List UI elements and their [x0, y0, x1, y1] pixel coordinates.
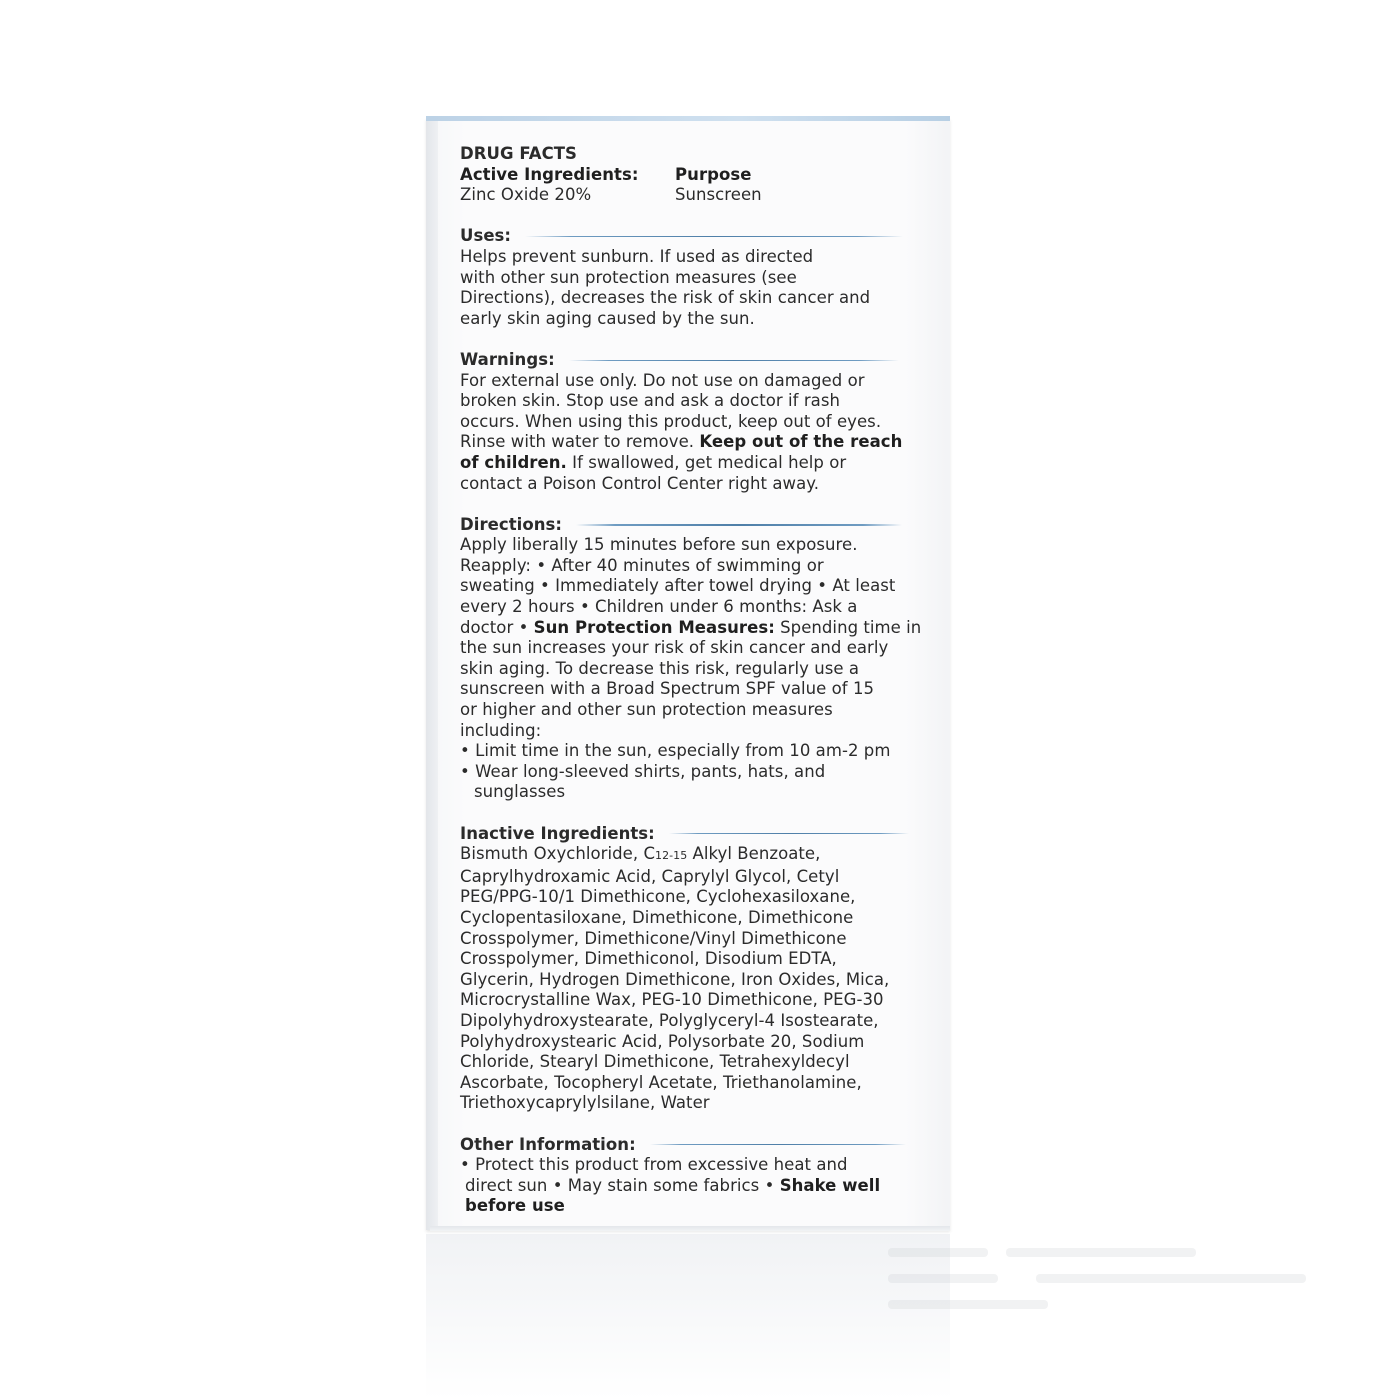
inactive-subscript: 12-15 [655, 849, 688, 863]
inactive-line: Crosspolymer, Dimethicone/Vinyl Dimethicone [460, 928, 847, 948]
shake-well-text: Shake well [779, 1175, 881, 1195]
warnings-text: If swallowed, get medical help or [566, 452, 847, 472]
box-side-edge [426, 118, 438, 1230]
warnings-line [460, 453, 930, 474]
directions-bullet: • Limit time in the sun, especially from 10 am-2 pm [460, 741, 891, 761]
warnings-heading: Warnings: [460, 349, 555, 369]
section-divider [525, 236, 903, 237]
directions-section [460, 515, 930, 803]
directions-line: including: [460, 720, 542, 740]
other-information-heading: Other Information: [460, 1134, 636, 1154]
directions-line: every 2 hours • Children under 6 months: Ask a [460, 597, 858, 617]
warnings-text: Rinse with water to remove. [460, 432, 700, 452]
directions-line: sweating • Immediately after towel drying • At least [460, 576, 896, 596]
inactive-line: Microcrystalline Wax, PEG-10 Dimethicone, PEG-30 [460, 990, 884, 1010]
active-ingredient-value: Zinc Oxide 20% [460, 185, 592, 205]
active-ingredients-heading: Active Ingredients: [460, 164, 639, 184]
inactive-line: Chloride, Stearyl Dimethicone, Tetrahexyldecyl [460, 1052, 850, 1072]
drug-facts-header [460, 144, 930, 206]
directions-heading: Directions: [460, 514, 563, 534]
uses-line: with other sun protection measures (see [460, 267, 797, 287]
uses-section [460, 226, 930, 329]
inactive-line: Crosspolymer, Dimethiconol, Disodium EDTA, [460, 949, 837, 969]
directions-line: the sun increases your risk of skin cancer and early [460, 638, 889, 658]
purpose-heading: Purpose [675, 164, 752, 184]
inactive-line: Glycerin, Hydrogen Dimethicone, Iron Oxides, Mica, [460, 969, 890, 989]
inactive-text: Bismuth Oxychloride, C [460, 844, 656, 864]
box-bottom-edge [430, 1226, 950, 1231]
uses-line: early skin aging caused by the sun. [460, 308, 755, 328]
directions-text: doctor • [460, 617, 534, 637]
inactive-line: Cyclopentasiloxane, Dimethicone, Dimethicone [460, 907, 854, 927]
directions-line [460, 618, 930, 639]
box-reflection [426, 1234, 950, 1400]
inactive-ingredients-section [460, 824, 930, 1114]
directions-line: skin aging. To decrease this risk, regularly use a [460, 658, 860, 678]
inactive-line [460, 844, 930, 867]
sun-protection-heading: Sun Protection Measures: [533, 617, 775, 637]
directions-line: Apply liberally 15 minutes before sun exposure. [460, 535, 858, 555]
directions-line: Reapply: • After 40 minutes of swimming or [460, 555, 824, 575]
inactive-line: Dipolyhydroxystearate, Polyglyceryl-4 Isostearate, [460, 1010, 879, 1030]
inactive-ingredients-heading: Inactive Ingredients: [460, 823, 655, 843]
uses-line: Directions), decreases the risk of skin cancer and [460, 288, 871, 308]
drug-facts-title: DRUG FACTS [460, 144, 577, 163]
directions-bullet-continuation: sunglasses [474, 782, 566, 802]
drug-facts-panel [460, 144, 930, 1217]
other-text: direct sun • May stain some fabrics • [465, 1175, 780, 1195]
warnings-line [460, 432, 930, 453]
warnings-line: contact a Poison Control Center right away. [460, 473, 819, 493]
directions-text: Spending time in [774, 617, 922, 637]
directions-bullet: • Wear long-sleeved shirts, pants, hats, and [460, 761, 826, 781]
warnings-section [460, 350, 930, 494]
other-line [460, 1176, 930, 1197]
inactive-line: Caprylhydroxamic Acid, Caprylyl Glycol, Cetyl [460, 866, 840, 886]
other-line: • Protect this product from excessive heat and [460, 1155, 848, 1175]
keep-out-of-reach-text: Keep out of the reach [699, 432, 903, 452]
inactive-line: PEG/PPG-10/1 Dimethicone, Cyclohexasiloxane, [460, 887, 856, 907]
purpose-value: Sunscreen [675, 185, 762, 205]
section-divider [569, 360, 899, 361]
box-top-edge [426, 116, 950, 121]
warnings-line: occurs. When using this product, keep out of eyes. [460, 411, 882, 431]
inactive-line: Triethoxycaprylylsilane, Water [460, 1093, 710, 1113]
warnings-line: For external use only. Do not use on damaged or [460, 370, 865, 390]
inactive-text: Alkyl Benzoate, [687, 844, 821, 864]
section-divider [669, 833, 909, 834]
other-line: before use [465, 1196, 565, 1216]
other-information-section [460, 1135, 930, 1217]
uses-heading: Uses: [460, 226, 512, 246]
directions-line: sunscreen with a Broad Spectrum SPF value of 15 [460, 679, 875, 699]
section-divider [576, 524, 902, 525]
inactive-line: Polyhydroxystearic Acid, Polysorbate 20, Sodium [460, 1031, 865, 1051]
warnings-line: broken skin. Stop use and ask a doctor if rash [460, 391, 840, 411]
children-warning-text: of children. [460, 452, 567, 472]
section-divider [650, 1144, 906, 1145]
inactive-line: Ascorbate, Tocopheryl Acetate, Triethanolamine, [460, 1072, 862, 1092]
uses-line: Helps prevent sunburn. If used as directed [460, 246, 814, 266]
directions-line: or higher and other sun protection measures [460, 700, 833, 720]
